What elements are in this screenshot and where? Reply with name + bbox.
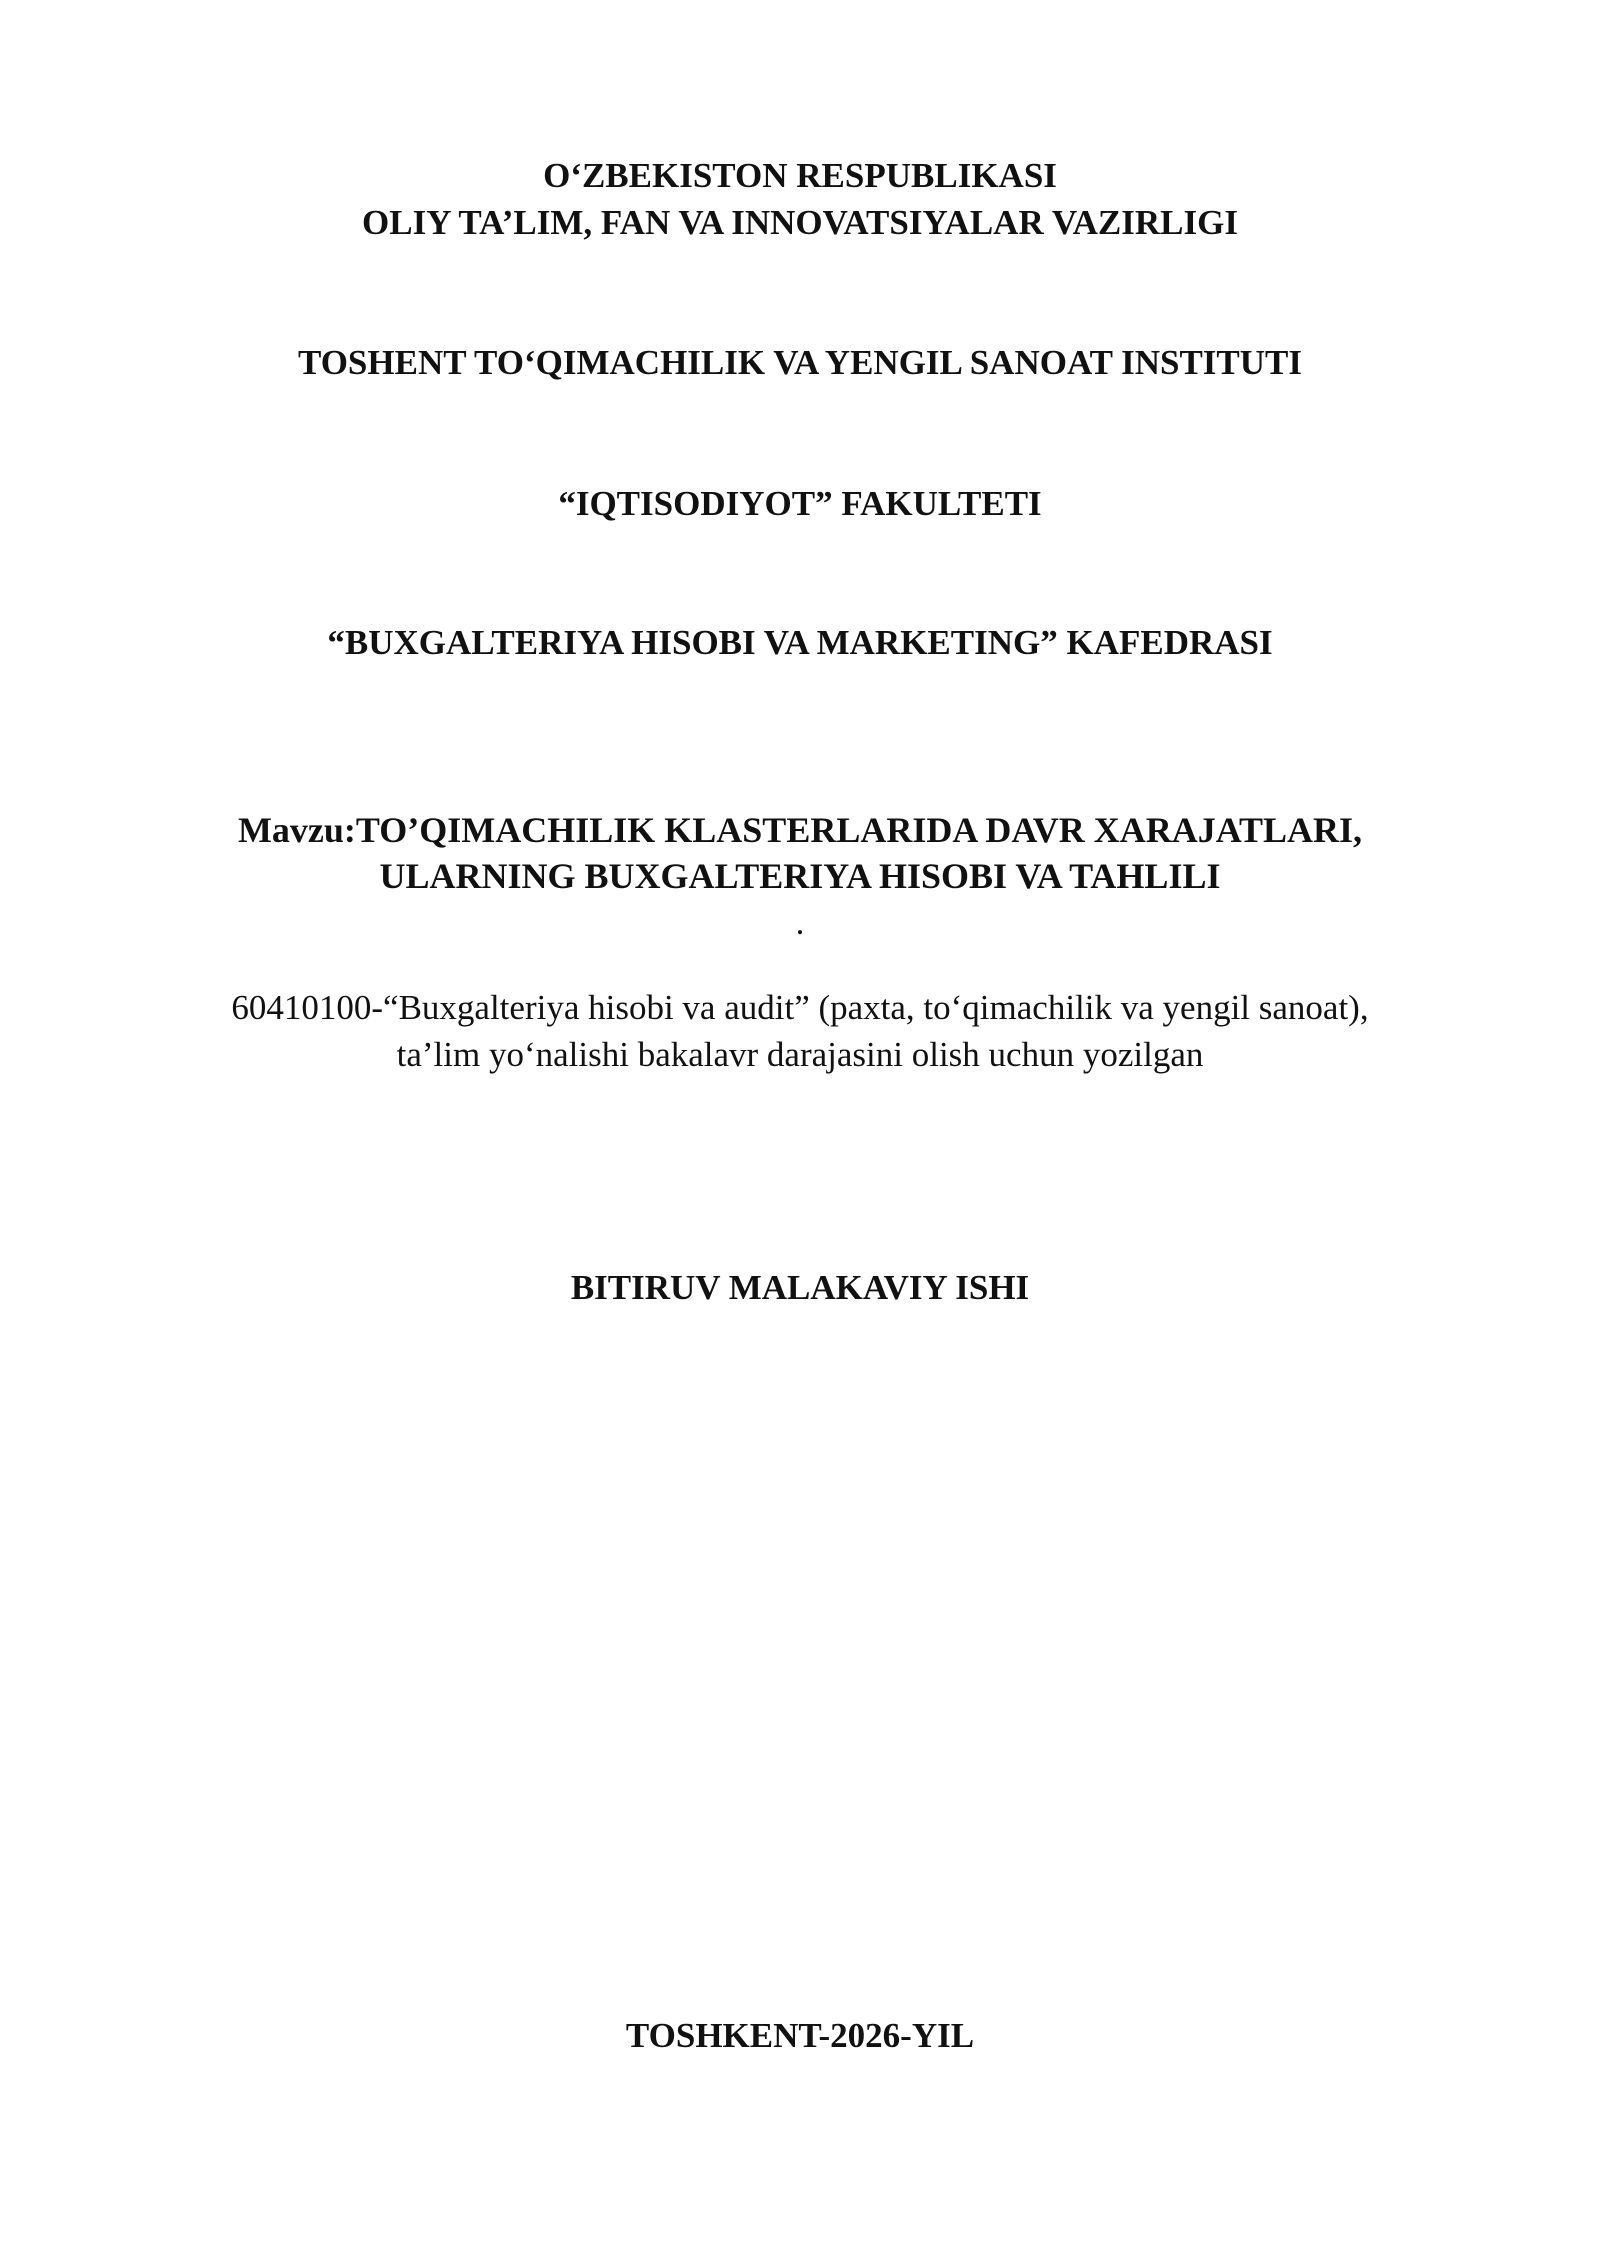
specialty-line-1: 60410100-“Buxgalteriya hisobi va audit” (paxta, to‘qimachilik va yengil sanoat),	[231, 988, 1369, 1027]
topic-line-1: Mavzu:TO’QIMACHILIK KLASTERLARIDA DAVR XARAJATLARI,	[237, 810, 1363, 850]
specialty-line-2: ta’lim yo‘nalishi bakalavr darajasini olish uchun yozilgan	[396, 1035, 1204, 1074]
city-year: TOSHKENT-2026-YIL	[625, 2016, 975, 2055]
faculty-name: “IQTISODIYOT” FAKULTETI	[558, 484, 1042, 523]
work-type: BITIRUV MALAKAVIY ISHI	[570, 1268, 1030, 1307]
ministry-name: OLIY TA’LIM, FAN VA INNOVATSIYALAR VAZIRLIGI	[362, 203, 1238, 242]
topic-dot: .	[795, 903, 805, 942]
ministry-country: O‘ZBEKISTON RESPUBLIKASI	[543, 156, 1057, 195]
department-name: “BUXGALTERIYA HISOBI VA MARKETING” KAFEDRASI	[327, 623, 1273, 662]
institute-name: TOSHENT TO‘QIMACHILIK VA YENGIL SANOAT INSTITUTI	[297, 343, 1302, 382]
topic-line-2: ULARNING BUXGALTERIYA HISOBI VA TAHLILI	[379, 856, 1221, 896]
